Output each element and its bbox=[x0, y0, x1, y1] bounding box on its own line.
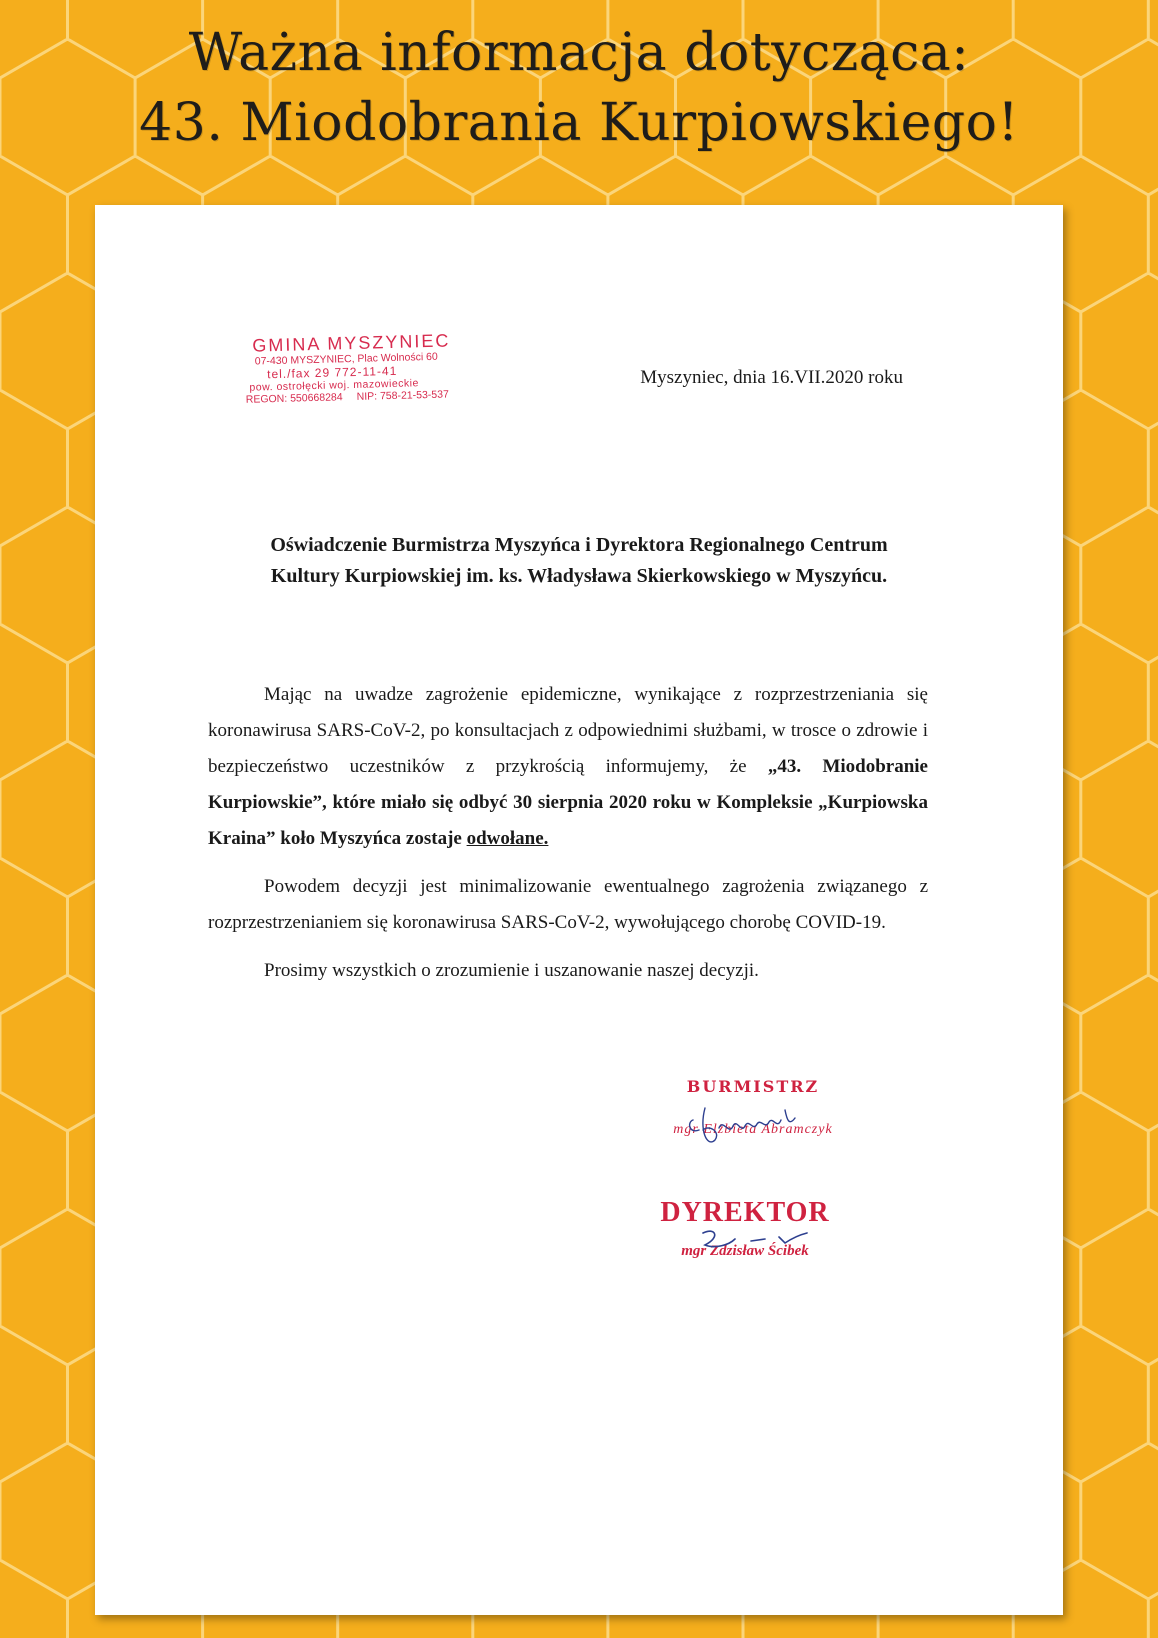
paragraph-reason: Powodem decyzji jest minimalizowanie ewentualnego zagrożenia związanego z rozprzestrzenianiem się koronawirusa SARS-CoV-2, wywołującego chorobę COVID-19. bbox=[208, 876, 928, 933]
letter-sheet bbox=[95, 205, 1063, 1615]
statement-line-2: Kultury Kurpiowskiej im. ks. Władysława Skierkowskiego w Myszyńcu. bbox=[270, 565, 888, 587]
page-headline bbox=[0, 18, 1158, 158]
mayor-handwritten-signature bbox=[685, 1100, 845, 1160]
mayor-title: BURMISTRZ bbox=[686, 1077, 820, 1096]
statement-title bbox=[95, 530, 1063, 592]
paragraph-announcement bbox=[208, 677, 928, 857]
announcement-cancelled: odwołane. bbox=[466, 828, 549, 849]
statement-line-1: Oświadczenie Burmistrza Myszyńca i Dyrektora Regionalnego Centrum bbox=[270, 534, 888, 556]
stamp-nip: NIP: 758-21-53-537 bbox=[356, 388, 450, 403]
stamp-name: GMINA MYSZYNIEC bbox=[252, 330, 451, 356]
headline-line-1: Ważna informacja dotycząca: bbox=[188, 23, 970, 83]
stamp-address: 07-430 MYSZYNIEC, Plac Wolności 60 bbox=[254, 350, 438, 368]
director-name: mgr Zdzisław Ścibek bbox=[681, 1243, 809, 1259]
headline-line-2: 43. Miodobrania Kurpiowskiego! bbox=[139, 93, 1019, 153]
stamp-regon: REGON: 550668284 bbox=[245, 391, 343, 406]
paragraph-request: Prosimy wszystkich o zrozumienie i uszanowanie naszej decyzji. bbox=[264, 960, 759, 981]
announcement-bold: „43. Miodobranie Kurpiowskie”, które miało się odbyć 30 sierpnia 2020 roku w Kompleksie „Kurpiowska Kraina” koło Myszyńca zostaje bbox=[208, 756, 928, 849]
stamp-phone: tel./fax 29 772-11-41 bbox=[266, 363, 398, 382]
announcement-intro: Mając na uwadze zagrożenie epidemiczne, wynikające z rozprzestrzeniania się koronawirusa SARS-CoV-2, po konsultacjach z odpowiednimi służbami, w trosce o zdrowie i bezpieczeństwo uczestników z przykrością informujemy, że bbox=[208, 684, 928, 777]
letter-date: Myszyniec, dnia 16.VII.2020 roku bbox=[640, 367, 903, 388]
stamp-region: pow. ostrołęcki woj. mazowieckie bbox=[249, 377, 420, 394]
director-handwritten-signature bbox=[695, 1225, 835, 1255]
municipality-stamp bbox=[244, 330, 461, 406]
letter-body bbox=[208, 677, 928, 989]
mayor-name: mgr Elżbieta Abramczyk bbox=[673, 1122, 833, 1137]
director-title: DYREKTOR bbox=[660, 1197, 830, 1228]
